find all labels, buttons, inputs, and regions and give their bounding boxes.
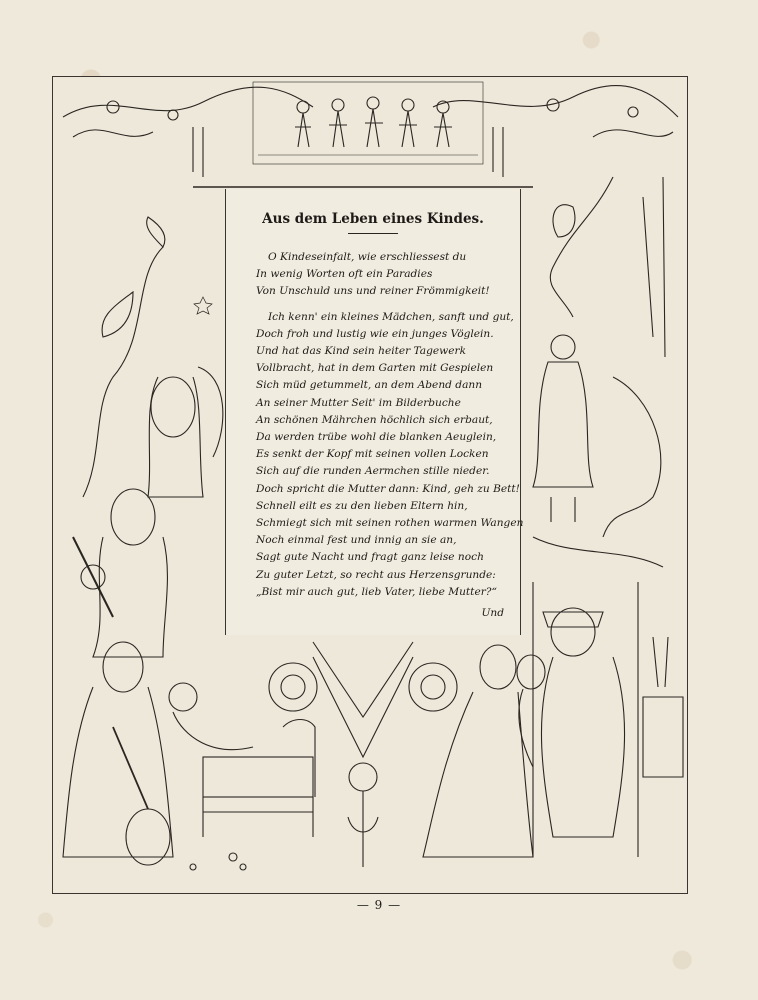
poem-line: Da werden trübe wohl die blanken Aeuglein, [256,431,497,444]
poem-line: Schmiegt sich mit seinen rothen warmen Wangen [256,517,524,530]
top-vine-ornament [63,86,678,177]
mother-and-cradle-scene [63,642,315,865]
poem-line: O Kindeseinfalt, wie erschliessest du [268,251,467,263]
poem-text-panel [225,189,524,635]
poem-line: Sich müd getummelt, an dem Abend dann [256,379,483,392]
poem-line: Zu guter Letzt, so recht aus Herzensgrunde: [256,568,496,581]
poem-line: Doch froh und lustig wie ein junges Vöglein. [256,327,494,340]
poem-title: Aus dem Leben eines Kindes. [262,211,484,227]
poem-line: Sagt gute Nacht und fragt ganz leise noch [256,551,484,564]
poem-line: Schnell eilt es zu den lieben Eltern hin, [256,499,468,512]
poem-line: An schönen Mährchen höchlich sich erbaut, [256,413,493,426]
title-rule [348,233,398,234]
poem-line: Von Unschuld uns und reiner Frömmigkeit! [256,285,490,298]
poem-line: An seiner Mutter Seit' im Bilderbuche [256,396,461,409]
poem-line: Ich kenn' ein kleines Mädchen, sanft und gut, [268,310,514,323]
dancing-children-vignette [253,82,483,164]
catchword: Und [481,607,504,619]
illustrated-border-frame [52,76,688,894]
left-lily-and-angels [73,217,223,657]
poem-line: „Bist mir auch gut, lieb Vater, liebe Mutter?“ [256,585,497,598]
poem-line: Noch einmal fest und innig an sie an, [256,534,457,547]
poem-line: Und hat das Kind sein heiter Tagewerk [256,345,466,358]
stanza-gap [256,301,516,309]
poem-line: Vollbracht, hat in dem Garten mit Gespielen [256,362,494,375]
poem-line: Doch spricht die Mutter dann: Kind, geh zu Bett! [256,482,520,495]
poem-body [256,249,524,601]
poem-line: Es senkt der Kopf mit seinen vollen Locken [256,448,489,461]
poem-line: In wenig Worten oft ein Paradies [256,268,433,281]
page-number: — 9 — [356,898,402,912]
right-lily-and-girl [533,177,665,567]
poem-line: Sich auf die runden Aermchen stille nieder. [256,465,490,478]
